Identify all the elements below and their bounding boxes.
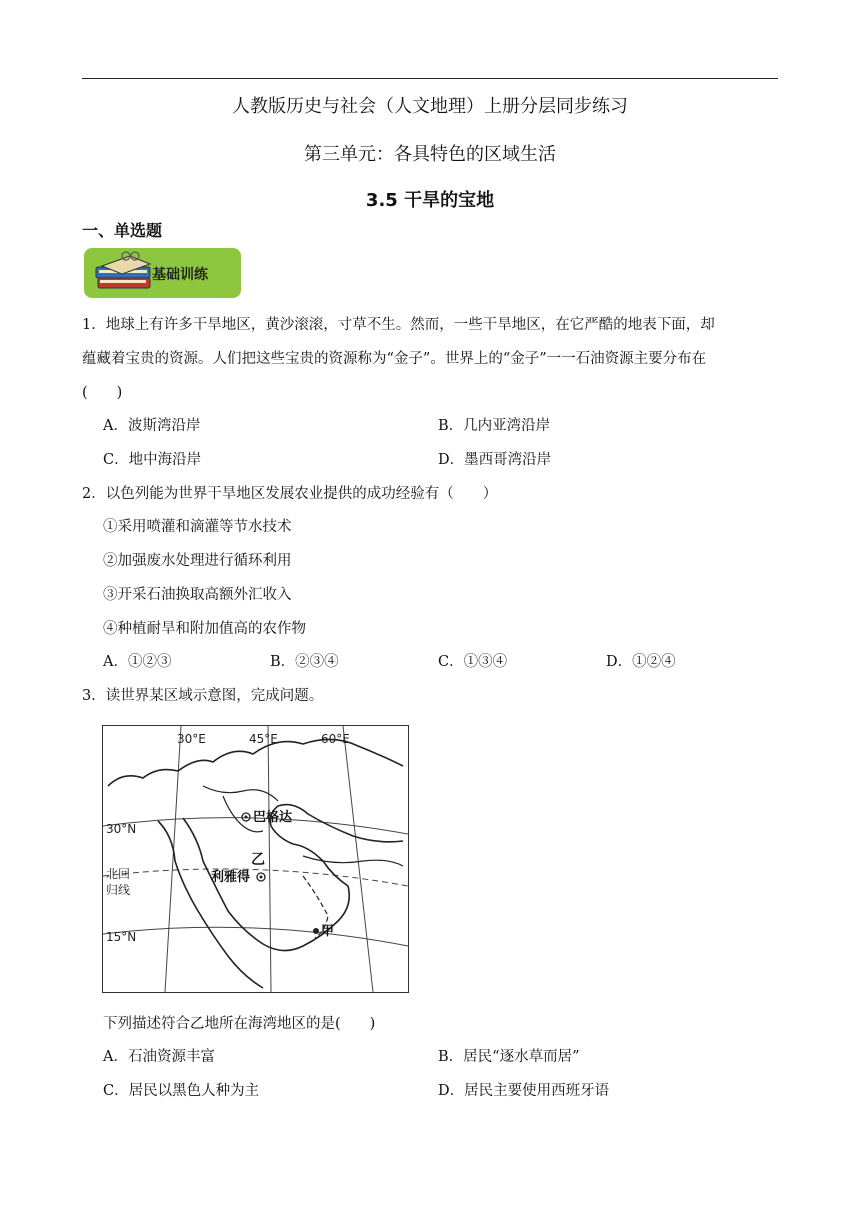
- q2-item-2: ②加强废水处理进行循环利用: [103, 553, 292, 569]
- border-north: [203, 786, 278, 801]
- lon-60e-line: [343, 726, 373, 992]
- q2-option-d[interactable]: D．①②④: [606, 654, 676, 670]
- q1-option-b[interactable]: B．几内亚湾沿岸: [438, 418, 551, 434]
- tropic-line: [103, 869, 408, 886]
- basic-training-badge: [84, 248, 241, 298]
- q2-item-4: ④种植耐旱和附加值高的农作物: [103, 621, 306, 637]
- q3-option-d[interactable]: D．居民主要使用西班牙语: [438, 1083, 610, 1099]
- q2-stem: 2．以色列能为世界干旱地区发展农业提供的成功经验有（ ）: [82, 486, 498, 502]
- q1-option-c[interactable]: C．地中海沿岸: [103, 452, 202, 468]
- q1-stem-line3: ( ): [82, 385, 123, 401]
- q1-stem-line1: 1．地球上有许多干旱地区，黄沙滚滚，寸草不生。然而，一些干旱地区，在它严酷的地表下面，却: [82, 317, 715, 333]
- q2-item-3: ③开采石油换取高额外汇收入: [103, 587, 292, 603]
- border-east: [303, 856, 403, 866]
- label-yi: 乙: [251, 852, 265, 868]
- q1-option-d[interactable]: D．墨西哥湾沿岸: [438, 452, 552, 468]
- label-tropic-2: 归线: [106, 883, 131, 897]
- label-baghdad: 巴格达: [253, 810, 293, 825]
- q1-option-a[interactable]: A．波斯湾沿岸: [103, 418, 201, 434]
- badge-label: 基础训练: [152, 267, 208, 283]
- unit-title: 第三单元：各具特色的区域生活: [304, 144, 556, 165]
- label-tropic-1: 北回: [106, 867, 131, 881]
- label-15n: 15°N: [106, 930, 137, 944]
- books-icon: [90, 248, 160, 298]
- q2-item-1: ①采用喷灌和滴灌等节水技术: [103, 519, 292, 535]
- coastline-north: [108, 739, 403, 786]
- worksheet-title: 人教版历史与社会（人文地理）上册分层同步练习: [232, 96, 628, 117]
- lat-15n-line: [103, 927, 408, 946]
- q3-option-c[interactable]: C．居民以黑色人种为主: [103, 1083, 260, 1099]
- header-rule: [82, 78, 778, 79]
- section-heading: 一、单选题: [82, 221, 163, 240]
- q3-stem: 3．读世界某区域示意图，完成问题。: [82, 688, 324, 704]
- label-riyadh: 利雅得: [211, 870, 251, 885]
- label-30e: 30°E: [177, 732, 206, 746]
- q1-stem-line2: 蕴藏着宝贵的资源。人们把这些宝贵的资源称为“金子”。世界上的“金子”一一石油资源主要分布在: [82, 351, 707, 367]
- q2-option-a[interactable]: A．①②③: [103, 654, 172, 670]
- q3-sub-question: 下列描述符合乙地所在海湾地区的是( ): [103, 1016, 376, 1032]
- q2-option-c[interactable]: C．①③④: [438, 654, 508, 670]
- label-45e: 45°E: [249, 732, 278, 746]
- label-60e: 60°E: [321, 732, 350, 746]
- region-map: [102, 725, 409, 993]
- lesson-title: 3.5 干旱的宝地: [365, 190, 495, 211]
- label-jia: 甲: [321, 924, 335, 939]
- region-map-svg: [103, 726, 408, 992]
- jia-marker: [313, 928, 319, 934]
- q2-option-b[interactable]: B．②③④: [270, 654, 339, 670]
- q3-option-b[interactable]: B．居民“逐水草而居”: [438, 1049, 580, 1065]
- lon-45e-line: [268, 726, 271, 992]
- lon-30e-line: [165, 726, 181, 992]
- q3-option-a[interactable]: A．石油资源丰富: [103, 1049, 215, 1065]
- label-30n: 30°N: [106, 822, 137, 836]
